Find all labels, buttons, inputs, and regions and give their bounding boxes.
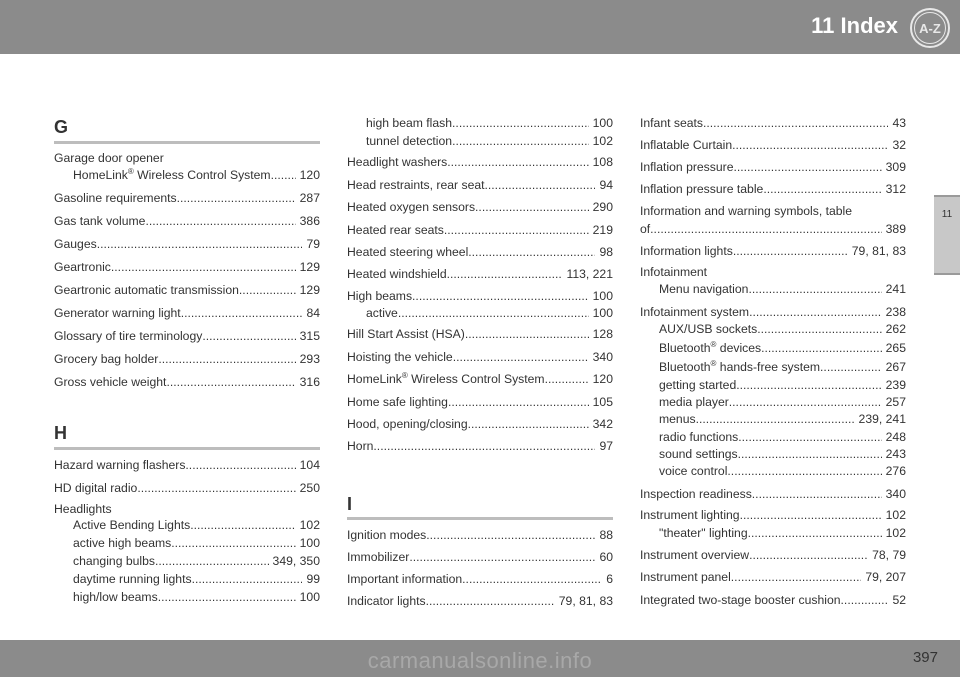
index-entry: Inspection readiness ..... 340 [640, 487, 906, 502]
section-letter-h: H [54, 423, 67, 443]
section-letter-i: I [347, 494, 353, 514]
watermark: carmanualsonline.info [367, 648, 593, 673]
section-rule-i [347, 517, 613, 520]
index-entry: Geartronic ..... 129 [54, 260, 320, 275]
page-footer [0, 640, 960, 677]
index-entry: High beams ..... 100 [347, 289, 613, 304]
index-entry: Hazard warning flashers ..... 104 [54, 458, 320, 473]
index-entry: Hood, opening/closing ..... 342 [347, 417, 613, 432]
index-entry: Heated rear seats ..... 219 [347, 223, 613, 238]
index-entry: Indicator lights ..... 79, 81, 83 [347, 594, 613, 609]
section-rule-g [54, 141, 320, 144]
index-entry: Immobilizer ..... 60 [347, 550, 613, 565]
index-entry: HomeLink® Wireless Control System. ..... 120 [73, 168, 320, 183]
index-entry: sound settings ..... 243 [659, 447, 906, 462]
index-entry: Bluetooth® devices ..... 265 [659, 341, 906, 356]
index-entry: Headlight washers ..... 108 [347, 155, 613, 170]
index-entry: Heated oxygen sensors ..... 290 [347, 200, 613, 215]
leader-dots [274, 168, 296, 183]
index-entry: Garage door opener [54, 151, 164, 165]
index-entry: radio functions ..... 248 [659, 430, 906, 445]
index-entry: Hoisting the vehicle ..... 340 [347, 350, 613, 365]
index-entry: Grocery bag holder ..... 293 [54, 352, 320, 367]
index-entry: of ..... 389 [640, 222, 906, 237]
index-entry: "theater" lighting ..... 102 [659, 526, 906, 541]
section-letter-g: G [54, 117, 69, 137]
index-entry: getting started ..... 239 [659, 378, 906, 393]
index-entry: Head restraints, rear seat ..... 94 [347, 178, 613, 193]
index-entry: active high beams ..... 100 [73, 536, 320, 551]
index-entry: Menu navigation ..... 241 [659, 282, 906, 297]
index-entry: Geartronic automatic transmission ..... 129 [54, 283, 320, 298]
index-entry: Bluetooth® hands-free system ..... 267 [659, 360, 906, 375]
index-entry: Important information ..... 6 [347, 572, 613, 587]
index-entry: Integrated two-stage booster cushion ..... 52 [640, 593, 906, 608]
index-entry: voice control ..... 276 [659, 464, 906, 479]
index-entry: Active Bending Lights ..... 102 [73, 518, 320, 533]
index-entry: Heated windshield ..... 113, 221 [347, 267, 613, 282]
index-entry: Information lights ..... 79, 81, 83 [640, 244, 906, 259]
index-entry: Infotainment system ..... 238 [640, 305, 906, 320]
index-entry: Hill Start Assist (HSA) ..... 128 [347, 327, 613, 342]
svg-text:A-Z: A-Z [919, 21, 941, 36]
index-entry: Inflation pressure table ..... 312 [640, 182, 906, 197]
index-entry: media player ..... 257 [659, 395, 906, 410]
index-entry: Inflatable Curtain ..... 32 [640, 138, 906, 153]
page-header [0, 0, 960, 54]
index-entry: active ..... 100 [366, 306, 613, 321]
index-entry: tunnel detection ..... 102 [366, 134, 613, 149]
index-entry: Glossary of tire terminology ..... 315 [54, 329, 320, 344]
index-entry: Instrument overview ..... 78, 79 [640, 548, 906, 563]
index-entry: HD digital radio ..... 250 [54, 481, 320, 496]
a-z-index-icon [909, 7, 951, 49]
index-entry: Infant seats ..... 43 [640, 116, 906, 131]
chapter-side-tab[interactable] [934, 195, 960, 275]
index-entry: HomeLink® Wireless Control System ..... 120 [347, 372, 613, 387]
index-entry: menus ..... 239, 241 [659, 412, 906, 427]
index-entry: Instrument lighting ..... 102 [640, 508, 906, 523]
index-entry: Horn ..... 97 [347, 439, 613, 454]
index-entry: Infotainment [640, 265, 708, 279]
index-entry: high/low beams ..... 100 [73, 590, 320, 605]
page-number: 397 [912, 649, 938, 666]
index-entry: Information and warning symbols, table [640, 204, 853, 218]
index-entry: Gross vehicle weight ..... 316 [54, 375, 320, 390]
index-entry: Gas tank volume ..... 386 [54, 214, 320, 229]
index-entry: changing bulbs ..... 349, 350 [73, 554, 320, 569]
index-entry: AUX/USB sockets ..... 262 [659, 322, 906, 337]
index-entry: Home safe lighting ..... 105 [347, 395, 613, 410]
index-entry: Gauges ..... 79 [54, 237, 320, 252]
index-entry: daytime running lights ..... 99 [73, 572, 320, 587]
index-entry: Gasoline requirements ..... 287 [54, 191, 320, 206]
index-entry: Inflation pressure ..... 309 [640, 160, 906, 175]
chapter-side-tab-label: 11 [941, 209, 953, 220]
index-entry: Ignition modes ..... 88 [347, 528, 613, 543]
index-entry: Heated steering wheel ..... 98 [347, 245, 613, 260]
section-rule-h [54, 447, 320, 450]
index-entry: Instrument panel ..... 79, 207 [640, 570, 906, 585]
chapter-title: 11 Index [811, 13, 898, 38]
index-entry: high beam flash ..... 100 [366, 116, 613, 131]
index-entry: Generator warning light ..... 84 [54, 306, 320, 321]
index-entry: Headlights [54, 502, 112, 516]
